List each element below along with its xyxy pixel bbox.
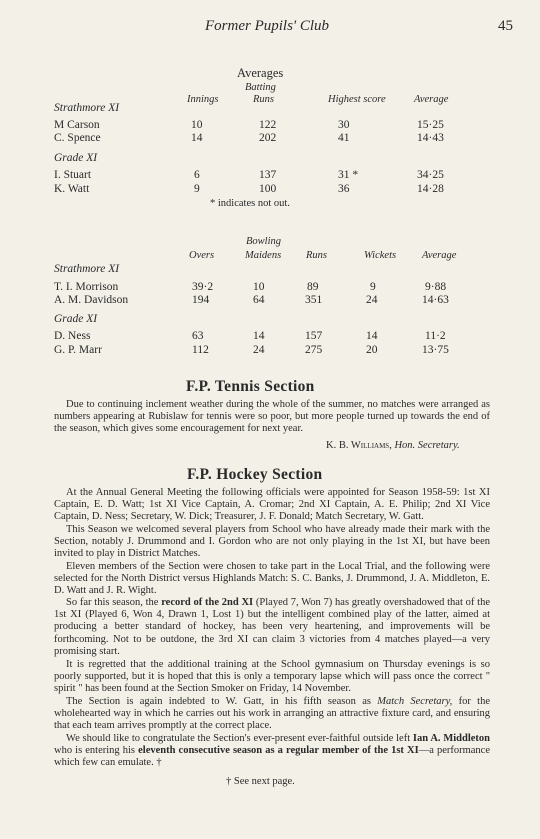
hockey-p7-bold-1: Ian A. Middleton xyxy=(412,733,491,744)
bowling-col-maidens: Maidens xyxy=(245,250,282,261)
tennis-signature xyxy=(326,440,460,451)
table-cell: 11·2 xyxy=(425,330,446,342)
batting-footnote: * indicates not out. xyxy=(210,198,290,209)
table-cell: 137 xyxy=(259,169,277,181)
table-cell: 39·2 xyxy=(192,281,214,293)
batting-group-strathmore: Strathmore XI xyxy=(54,102,120,114)
table-cell: 30 xyxy=(338,119,350,131)
table-row-name: K. Watt xyxy=(54,183,90,195)
table-row-name: T. I. Morrison xyxy=(54,281,119,293)
table-cell: 89 xyxy=(307,281,319,293)
table-cell: 36 xyxy=(338,183,350,195)
bowling-col-runs: Runs xyxy=(306,250,327,261)
table-row-name: M Carson xyxy=(54,119,100,131)
table-cell: 14·63 xyxy=(422,294,449,306)
hockey-p4-bold: record of the 2nd XI xyxy=(161,597,254,608)
hockey-p3-text: Eleven members of the Section were chosen to take part in the Local Trial, and the following were selected for the North District versus Highlands Match: S. C. Banks, J. Drummond, J. A. Middleton, E. D. Watt and J. R. Wight. xyxy=(54,561,490,597)
batting-group-grade: Grade XI xyxy=(54,152,98,164)
hockey-p1-text: At the Annual General Meeting the following officials were appointed for Season 1958-59: 1st XI Captain, E. D. Watt; 1st XI Vice Captain, A. Cromar; 2nd XI Captain, A. E. Philip; 2nd XI Vice Captain, D. Ness; Secretary, W. Dick; Treasurer, J. F. Donald; Match Secretary, W. Gatt. xyxy=(54,487,490,523)
table-row-name: G. P. Marr xyxy=(54,344,102,356)
table-row-name: C. Spence xyxy=(54,132,101,144)
hockey-p2-text: This Season we welcomed several players from School who have already made their mark with the Section, notably J. Drummond and I. Gordon who are not only playing in the 1st XI, but have been invited to play in District Matches. xyxy=(54,524,490,560)
hockey-p7-text-b: who is entering his xyxy=(54,745,139,757)
table-cell: 6 xyxy=(194,169,200,181)
bowling-group-grade: Grade XI xyxy=(54,313,98,325)
tennis-body-text: Due to continuing inclement weather during the whole of the summer, no matches were arranged as numbers appearing at Rubislaw for tennis were so poor, but more people turned up towards the end of the season, which gives some encouragement for next year. xyxy=(54,399,490,435)
hockey-paragraph-1 xyxy=(54,487,490,524)
batting-col-average: Average xyxy=(414,94,449,105)
table-cell: 34·25 xyxy=(417,169,444,181)
hockey-p6-text-b: for the wholehearted way in which he carries out his work in arranging an attractive fixture card, and ensuring that each team arrives promptly at the correct place. xyxy=(54,696,490,732)
table-cell: 14·28 xyxy=(417,183,444,195)
hockey-paragraph-7 xyxy=(54,733,490,770)
hockey-p6-text-a: The Section is again indebted to W. Gatt, in his fifth season as xyxy=(66,696,378,707)
bowling-subtitle: Bowling xyxy=(246,236,282,247)
running-header: Former Pupils' Club xyxy=(205,18,330,34)
table-cell: 15·25 xyxy=(417,119,444,131)
hockey-p7-text-c: —a performance which few can emulate. † xyxy=(54,745,490,769)
hockey-p4-text-a: So far this season, the xyxy=(66,597,162,608)
table-cell: 31 * xyxy=(338,169,359,181)
table-cell: 202 xyxy=(259,132,277,144)
table-row-name: D. Ness xyxy=(54,330,91,342)
hockey-p7-bold-2: eleventh consecutive season as a regular member of the 1st XI xyxy=(138,745,419,757)
table-cell: 9 xyxy=(370,281,376,293)
table-cell: 10 xyxy=(253,281,265,293)
table-cell: 9 xyxy=(194,183,200,195)
tennis-body xyxy=(54,399,490,436)
hockey-section-title: F.P. Hockey Section xyxy=(187,466,323,483)
table-cell: 41 xyxy=(338,132,350,144)
table-cell: 157 xyxy=(305,330,323,342)
table-row-name: I. Stuart xyxy=(54,169,92,181)
page-number: 45 xyxy=(498,18,513,34)
hockey-p5-text: It is regretted that the additional training at the School gymnasium on Thursday evenings is so poorly supported, but it is hoped that this is only a temporary lapse which will pass once the correct " spirit " has been found at the Section Smoker on Friday, 14 November. xyxy=(54,659,490,695)
hockey-p4-text-b: (Played 7, Won 7) has greatly overshadowed that of the 1st XI (Played 6, Won 4, Drawn 1, Lost 1) but the intelligent combined play of the latter, aimed at producing a better standard of hockey, has been very heartening, and improvements will be forthcoming. Not to be outdone, the 3rd XI can claim 3 victories from 4 matches played—a very promising start. xyxy=(54,597,490,657)
bowling-group-strathmore: Strathmore XI xyxy=(54,263,120,275)
batting-col-highest: Highest score xyxy=(328,94,386,105)
table-cell: 14·43 xyxy=(417,132,444,144)
table-cell: 24 xyxy=(253,344,265,356)
table-cell: 24 xyxy=(366,294,378,306)
table-cell: 20 xyxy=(366,344,378,356)
table-cell: 100 xyxy=(259,183,277,195)
batting-col-runs: Runs xyxy=(253,94,274,105)
table-cell: 14 xyxy=(191,132,203,144)
table-cell: 112 xyxy=(192,344,209,356)
batting-col-innings: Innings xyxy=(187,94,219,105)
hockey-paragraph-3 xyxy=(54,561,490,598)
bowling-col-wickets: Wickets xyxy=(364,250,397,261)
hockey-paragraph-2 xyxy=(54,524,490,561)
bowling-col-overs: Overs xyxy=(189,250,215,261)
batting-subtitle: Batting xyxy=(245,82,276,93)
table-cell: 13·75 xyxy=(422,344,449,356)
table-cell: 64 xyxy=(253,294,265,306)
hockey-paragraph-5 xyxy=(54,659,490,696)
hockey-paragraph-4 xyxy=(54,597,490,658)
hockey-p7-text-a: We should like to congratulate the Section's ever-present ever-faithful outside left xyxy=(66,733,413,744)
signature-name: K. B. Williams, xyxy=(326,440,392,451)
averages-title: Averages xyxy=(237,66,284,80)
hockey-footnote: † See next page. xyxy=(226,776,295,787)
hockey-p6-italic: Match Secretary, xyxy=(377,696,453,707)
hockey-paragraph-6 xyxy=(54,696,490,733)
table-cell: 194 xyxy=(192,294,210,306)
table-cell: 275 xyxy=(305,344,323,356)
bowling-col-average: Average xyxy=(422,250,457,261)
table-cell: 14 xyxy=(253,330,265,342)
table-row-name: A. M. Davidson xyxy=(54,294,129,306)
table-cell: 122 xyxy=(259,119,277,131)
table-cell: 351 xyxy=(305,294,323,306)
tennis-section-title: F.P. Tennis Section xyxy=(186,378,315,395)
table-cell: 9·88 xyxy=(425,281,447,293)
table-cell: 10 xyxy=(191,119,203,131)
signature-role: Hon. Secretary. xyxy=(394,440,460,451)
table-cell: 63 xyxy=(192,330,204,342)
table-cell: 14 xyxy=(366,330,378,342)
